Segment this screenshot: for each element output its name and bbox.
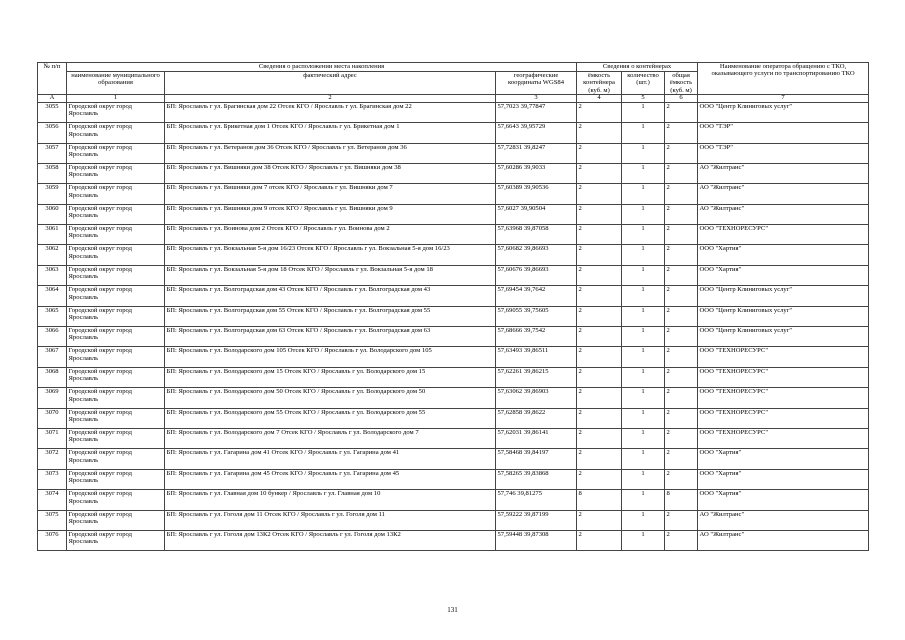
table-row	[38, 530, 869, 550]
cell-cap: 2	[577, 510, 622, 530]
cell-n: 3063	[38, 265, 67, 285]
cell-coords: 57,60389 39,90536	[496, 184, 577, 204]
cell-total: 2	[665, 265, 698, 285]
cell-op: ООО "ТЕХНОРЕСУРС"	[698, 347, 869, 367]
cell-coords: 57,72831 39,8247	[496, 143, 577, 163]
table-row	[38, 490, 869, 510]
cell-mun: Городской округ город Ярославль	[67, 510, 165, 530]
cell-qty: 1	[622, 530, 665, 550]
cell-n: 3061	[38, 225, 67, 245]
cell-op: ООО "Хартия"	[698, 245, 869, 265]
header-count: количество (шт.)	[622, 72, 665, 95]
cell-qty: 1	[622, 449, 665, 469]
cell-cap: 8	[577, 490, 622, 510]
cell-op: ООО "Хартия"	[698, 265, 869, 285]
cell-op: ООО "ТЕХНОРЕСУРС"	[698, 225, 869, 245]
cell-coords: 57,63493 39,86511	[496, 347, 577, 367]
cell-addr: БП: Ярославль г ул. Вокзальная 5-я дом 16/23 Отсек КГО / Ярославль г ул. Вокзальная 5-я дом 16/23	[165, 245, 496, 265]
cell-mun: Городской округ город Ярославль	[67, 327, 165, 347]
cell-op: АО "Жилтранс"	[698, 184, 869, 204]
cell-mun: Городской округ город Ярославль	[67, 469, 165, 489]
cell-op: АО "Жилтранс"	[698, 530, 869, 550]
cell-total: 2	[665, 102, 698, 122]
cell-total: 2	[665, 327, 698, 347]
table-row	[38, 102, 869, 122]
cell-cap: 2	[577, 143, 622, 163]
cell-total: 2	[665, 530, 698, 550]
cell-n: 3073	[38, 469, 67, 489]
cell-total: 2	[665, 245, 698, 265]
cell-n: 3076	[38, 530, 67, 550]
cell-n: 3074	[38, 490, 67, 510]
cell-op: ООО "Центр Клиниговых услуг"	[698, 306, 869, 326]
header-total: общая ёмкость (куб. м)	[665, 72, 698, 95]
cell-coords: 57,63968 39,87058	[496, 225, 577, 245]
table-row	[38, 428, 869, 448]
cell-coords: 57,58468 39,84197	[496, 449, 577, 469]
cell-total: 2	[665, 184, 698, 204]
cell-cap: 2	[577, 245, 622, 265]
column-index: 1	[67, 95, 165, 103]
cell-op: ООО "ТЕХНОРЕСУРС"	[698, 428, 869, 448]
header-num: № п/п	[38, 63, 67, 95]
cell-mun: Городской округ город Ярославль	[67, 184, 165, 204]
cell-qty: 1	[622, 469, 665, 489]
table-row	[38, 306, 869, 326]
header-container-group: Сведения о контейнерах	[577, 63, 698, 72]
cell-n: 3062	[38, 245, 67, 265]
cell-qty: 1	[622, 388, 665, 408]
cell-addr: БП: Ярославль г ул. Володарского дом 15 Отсек КГО / Ярославль г ул. Володарского дом 15	[165, 367, 496, 387]
cell-cap: 2	[577, 469, 622, 489]
cell-n: 3056	[38, 123, 67, 143]
cell-op: ООО "ТЕХНОРЕСУРС"	[698, 388, 869, 408]
cell-addr: БП: Ярославль г ул. Вишняки дом 7 отсек КГО / Ярославль г ул. Вишняки дом 7	[165, 184, 496, 204]
cell-op: АО "Жилтранс"	[698, 163, 869, 183]
column-index: А	[38, 95, 67, 103]
cell-n: 3057	[38, 143, 67, 163]
cell-addr: БП: Ярославль г ул. Вишняки дом 38 Отсек КГО / Ярославль г ул. Вишняки дом 38	[165, 163, 496, 183]
cell-addr: БП: Ярославль г ул. Володарского дом 50 Отсек КГО / Ярославль г ул. Володарского дом 50	[165, 388, 496, 408]
cell-cap: 2	[577, 286, 622, 306]
cell-n: 3058	[38, 163, 67, 183]
cell-mun: Городской округ город Ярославль	[67, 225, 165, 245]
column-index: 7	[698, 95, 869, 103]
cell-total: 2	[665, 449, 698, 469]
cell-qty: 1	[622, 265, 665, 285]
cell-addr: БП: Ярославль г ул. Брикетная дом 1 Отсек КГО / Ярославль г ул. Брикетная дом 1	[165, 123, 496, 143]
cell-cap: 2	[577, 530, 622, 550]
header-coords: географические координаты WGS84	[496, 72, 577, 95]
table-row	[38, 408, 869, 428]
cell-cap: 2	[577, 265, 622, 285]
cell-op: ООО "Центр Клиниговых услуг"	[698, 327, 869, 347]
cell-qty: 1	[622, 225, 665, 245]
cell-mun: Городской округ город Ярославль	[67, 143, 165, 163]
table-row	[38, 367, 869, 387]
table-row	[38, 204, 869, 224]
cell-mun: Городской округ город Ярославль	[67, 530, 165, 550]
table-row	[38, 225, 869, 245]
column-index: 5	[622, 95, 665, 103]
column-index: 3	[496, 95, 577, 103]
cell-cap: 2	[577, 347, 622, 367]
cell-coords: 57,68666 39,7542	[496, 327, 577, 347]
cell-addr: БП: Ярославль г ул. Вокзальная 5-я дом 18 Отсек КГО / Ярославль г ул. Вокзальная 5-я дом 18	[165, 265, 496, 285]
cell-coords: 57,6643 39,95729	[496, 123, 577, 143]
header-operator: Наименование оператора обращению с ТКО, оказывающего услуги по транспортированию ТКО	[698, 63, 869, 95]
cell-op: ООО "Хартия"	[698, 449, 869, 469]
cell-op: ООО "ТЕХНОРЕСУРС"	[698, 367, 869, 387]
cell-qty: 1	[622, 408, 665, 428]
cell-cap: 2	[577, 204, 622, 224]
cell-qty: 1	[622, 143, 665, 163]
cell-coords: 57,60286 39,9033	[496, 163, 577, 183]
cell-total: 2	[665, 143, 698, 163]
cell-coords: 57,7023 39,77847	[496, 102, 577, 122]
cell-qty: 1	[622, 163, 665, 183]
cell-cap: 2	[577, 163, 622, 183]
cell-op: АО "Жилтранс"	[698, 510, 869, 530]
cell-mun: Городской округ город Ярославль	[67, 490, 165, 510]
cell-op: ООО "ТЕХНОРЕСУРС"	[698, 408, 869, 428]
table-row	[38, 347, 869, 367]
cell-mun: Городской округ город Ярославль	[67, 123, 165, 143]
table-row	[38, 184, 869, 204]
cell-n: 3066	[38, 327, 67, 347]
cell-qty: 1	[622, 327, 665, 347]
cell-n: 3071	[38, 428, 67, 448]
cell-addr: БП: Ярославль г ул. Володарского дом 105 Отсек КГО / Ярославль г ул. Володарского дом 105	[165, 347, 496, 367]
cell-addr: БП: Ярославль г ул. Володарского дом 55 Отсек КГО / Ярославль г ул. Володарского дом 55	[165, 408, 496, 428]
cell-addr: БП: Ярославль г ул. Брагинская дом 22 Отсек КГО / Ярославль г ул. Брагинская дом 22	[165, 102, 496, 122]
cell-n: 3072	[38, 449, 67, 469]
cell-mun: Городской округ город Ярославль	[67, 286, 165, 306]
register-table	[37, 62, 869, 551]
cell-op: ООО "Хартия"	[698, 469, 869, 489]
column-index-row	[38, 95, 869, 103]
cell-cap: 2	[577, 428, 622, 448]
cell-qty: 1	[622, 347, 665, 367]
cell-n: 3069	[38, 388, 67, 408]
cell-n: 3059	[38, 184, 67, 204]
cell-mun: Городской округ город Ярославль	[67, 306, 165, 326]
cell-addr: БП: Ярославль г ул. Гагарина дом 45 Отсек КГО / Ярославль г ул. Гагарина дом 45	[165, 469, 496, 489]
cell-coords: 57,58265 39,83868	[496, 469, 577, 489]
cell-op: ООО "Хартия"	[698, 490, 869, 510]
cell-mun: Городской округ город Ярославль	[67, 408, 165, 428]
cell-total: 2	[665, 123, 698, 143]
table-row	[38, 327, 869, 347]
cell-total: 2	[665, 428, 698, 448]
cell-addr: БП: Ярославль г ул. Гоголя дом 11 Отсек КГО / Ярославль г ул. Гоголя дом 11	[165, 510, 496, 530]
cell-total: 2	[665, 388, 698, 408]
cell-addr: БП: Ярославль г ул. Вишняки дом 9 отсек КГО / Ярославль г ул. Вишняки дом 9	[165, 204, 496, 224]
table-row	[38, 245, 869, 265]
cell-total: 2	[665, 510, 698, 530]
cell-n: 3075	[38, 510, 67, 530]
cell-n: 3064	[38, 286, 67, 306]
cell-cap: 2	[577, 306, 622, 326]
cell-qty: 1	[622, 245, 665, 265]
cell-addr: БП: Ярославль г ул. Гагарина дом 41 Отсек КГО / Ярославль г ул. Гагарина дом 41	[165, 449, 496, 469]
cell-n: 3065	[38, 306, 67, 326]
cell-mun: Городской округ город Ярославль	[67, 449, 165, 469]
cell-op: АО "Жилтранс"	[698, 204, 869, 224]
header-address: фактический адрес	[165, 72, 496, 95]
header-location-group: Сведения о расположении места накопления	[67, 63, 577, 72]
table-row	[38, 163, 869, 183]
table-row	[38, 143, 869, 163]
column-index: 6	[665, 95, 698, 103]
cell-coords: 57,60682 39,86693	[496, 245, 577, 265]
cell-qty: 1	[622, 102, 665, 122]
cell-qty: 1	[622, 184, 665, 204]
cell-total: 8	[665, 490, 698, 510]
cell-mun: Городской округ город Ярославль	[67, 163, 165, 183]
table-row	[38, 123, 869, 143]
cell-mun: Городской округ город Ярославль	[67, 204, 165, 224]
cell-op: ООО "Центр Клиниговых услуг"	[698, 102, 869, 122]
cell-n: 3068	[38, 367, 67, 387]
header-municipality: наименование муниципального образования	[67, 72, 165, 95]
cell-coords: 57,746 39,81275	[496, 490, 577, 510]
cell-n: 3060	[38, 204, 67, 224]
header-row-1	[38, 63, 869, 72]
cell-coords: 57,63062 39,86903	[496, 388, 577, 408]
cell-addr: БП: Ярославль г ул. Волгоградская дом 55 Отсек КГО / Ярославль г ул. Волгоградская дом 55	[165, 306, 496, 326]
cell-mun: Городской округ город Ярославль	[67, 428, 165, 448]
cell-mun: Городской округ город Ярославль	[67, 347, 165, 367]
cell-mun: Городской округ город Ярославль	[67, 245, 165, 265]
cell-n: 3067	[38, 347, 67, 367]
cell-qty: 1	[622, 123, 665, 143]
cell-n: 3055	[38, 102, 67, 122]
cell-total: 2	[665, 347, 698, 367]
cell-qty: 1	[622, 490, 665, 510]
cell-total: 2	[665, 306, 698, 326]
cell-mun: Городской округ город Ярославль	[67, 367, 165, 387]
cell-mun: Городской округ город Ярославль	[67, 388, 165, 408]
cell-total: 2	[665, 408, 698, 428]
cell-qty: 1	[622, 367, 665, 387]
cell-qty: 1	[622, 428, 665, 448]
cell-n: 3070	[38, 408, 67, 428]
cell-cap: 2	[577, 408, 622, 428]
cell-qty: 1	[622, 510, 665, 530]
cell-addr: БП: Ярославль г ул. Волгоградская дом 43 Отсек КГО / Ярославль г ул. Волгоградская дом 43	[165, 286, 496, 306]
table-row	[38, 388, 869, 408]
cell-cap: 2	[577, 388, 622, 408]
cell-coords: 57,62031 39,86141	[496, 428, 577, 448]
table-row	[38, 286, 869, 306]
cell-qty: 1	[622, 286, 665, 306]
cell-total: 2	[665, 469, 698, 489]
cell-op: ООО "ТЭР"	[698, 123, 869, 143]
cell-qty: 1	[622, 204, 665, 224]
cell-total: 2	[665, 204, 698, 224]
cell-cap: 2	[577, 102, 622, 122]
cell-coords: 57,59222 39,87199	[496, 510, 577, 530]
page-number: 131	[447, 606, 458, 614]
cell-addr: БП: Ярославль г ул. Володарского дом 7 Отсек КГО / Ярославль г ул. Володарского дом 7	[165, 428, 496, 448]
cell-coords: 57,60676 39,86693	[496, 265, 577, 285]
cell-addr: БП: Ярославль г ул. Ветеранов дом 36 Отсек КГО / Ярославль г ул. Ветеранов дом 36	[165, 143, 496, 163]
column-index: 2	[165, 95, 496, 103]
header-capacity: ёмкость контейнера (куб. м)	[577, 72, 622, 95]
cell-qty: 1	[622, 306, 665, 326]
cell-mun: Городской округ город Ярославль	[67, 265, 165, 285]
column-index: 4	[577, 95, 622, 103]
cell-addr: БП: Ярославль г ул. Воинова дом 2 Отсек КГО / Ярославль г ул. Воинова дом 2	[165, 225, 496, 245]
cell-cap: 2	[577, 225, 622, 245]
cell-mun: Городской округ город Ярославль	[67, 102, 165, 122]
cell-op: ООО "Центр Клиниговых услуг"	[698, 286, 869, 306]
cell-cap: 2	[577, 367, 622, 387]
cell-cap: 2	[577, 123, 622, 143]
table-row	[38, 449, 869, 469]
cell-total: 2	[665, 163, 698, 183]
cell-coords: 57,62858 39,8622	[496, 408, 577, 428]
cell-total: 2	[665, 367, 698, 387]
table-row	[38, 510, 869, 530]
cell-total: 2	[665, 286, 698, 306]
cell-coords: 57,6027 39,90504	[496, 204, 577, 224]
cell-cap: 2	[577, 184, 622, 204]
cell-op: ООО "ТЭР"	[698, 143, 869, 163]
cell-cap: 2	[577, 449, 622, 469]
cell-coords: 57,62261 39,86215	[496, 367, 577, 387]
table-row	[38, 265, 869, 285]
cell-addr: БП: Ярославль г ул. Волгоградская дом 63 Отсек КГО / Ярославль г ул. Волгоградская дом 63	[165, 327, 496, 347]
table-row	[38, 469, 869, 489]
cell-addr: БП: Ярославль г ул. Гоголя дом 13К2 Отсек КГО / Ярославль г ул. Гоголя дом 13К2	[165, 530, 496, 550]
cell-coords: 57,69055 39,75605	[496, 306, 577, 326]
cell-cap: 2	[577, 327, 622, 347]
cell-addr: БП: Ярославль г ул. Главная дом 10 бункер / Ярославль г ул. Главная дом 10	[165, 490, 496, 510]
cell-coords: 57,69454 39,7642	[496, 286, 577, 306]
cell-total: 2	[665, 225, 698, 245]
cell-coords: 57,59448 39,87308	[496, 530, 577, 550]
